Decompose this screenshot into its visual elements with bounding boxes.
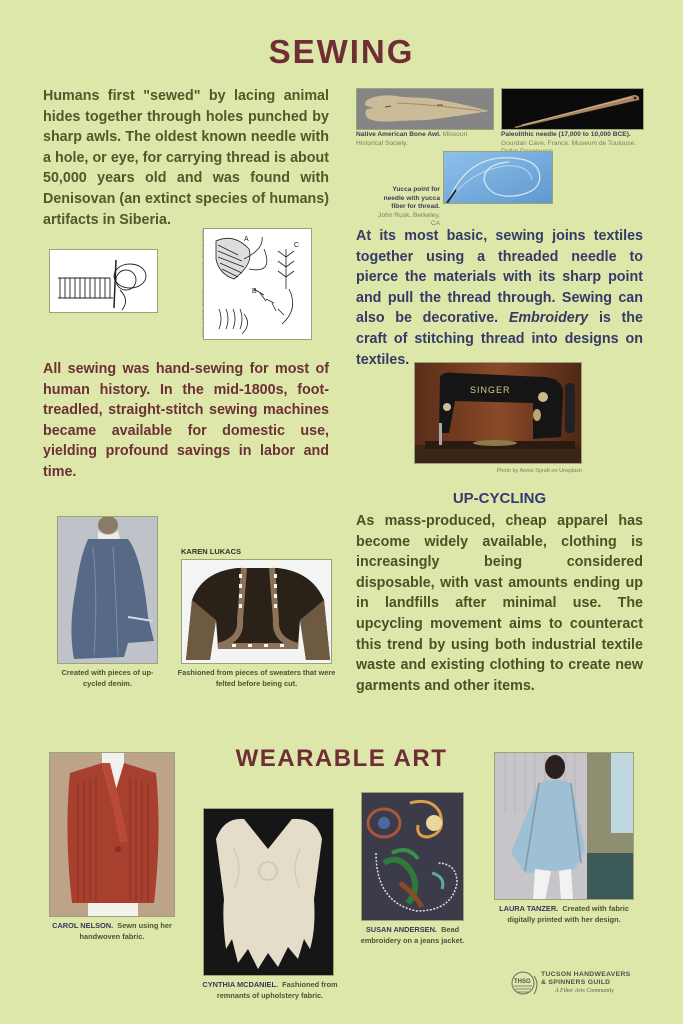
paleolithic-needle-caption-title: Paleolithic needle (17,000 to 10,000 BCE).	[501, 131, 631, 138]
embroidery-stitch-diagram	[203, 228, 312, 340]
susan-andersen-embroidery-photo	[361, 792, 464, 921]
guild-logo-mark: THSG	[514, 979, 531, 985]
bone-awl-caption	[356, 131, 496, 148]
upcycling-heading: UP-CYCLING	[452, 490, 547, 507]
bead-embroidery-image	[362, 793, 464, 921]
diagram-label-a: A	[244, 236, 249, 243]
basics-text-after: is the craft of stitching thread into designs on textiles.	[356, 310, 643, 368]
basics-text-before: At its most basic, sewing joins textiles together using a threaded needle to pierce the materials with its sharp point and pull the thread through. Sewing can also be decorative.	[356, 228, 643, 327]
cynthia-mcdaniel-name: CYNTHIA MCDANIEL.	[202, 980, 279, 989]
wearable-art-heading: WEARABLE ART	[235, 745, 448, 772]
laura-tanzer-caption	[488, 904, 640, 925]
guild-logo-icon	[510, 970, 540, 996]
machine-photo-credit: Photo by Annie Spratt on Unsplash	[496, 468, 582, 474]
blanket-stitch-drawing	[50, 250, 157, 312]
guild-name-line2: & SPINNERS GUILD	[541, 979, 611, 987]
sewing-machine-photo	[414, 362, 582, 464]
upcycling-paragraph: As mass-produced, cheap apparel has become widely available, clothing is increasingly being considered disposable, with vast amounts ending up in landfills after minimal use. The upcycling movement aims to counteract this trend by using both industrial textile waste and existing clothing to create new garments and other items.	[356, 513, 643, 694]
page-title: SEWING	[268, 33, 415, 70]
intro-paragraph: Humans first "sewed" by lacing animal hides together through holes punched by sharp awls. The oldest known needle with a hole, or eye, for carrying thread is about 50,000 years old and was found with Denisovan (an extinct species of humans) artifacts in Siberia.	[43, 88, 329, 228]
bone-awl-caption-title: Native American Bone Awl.	[356, 131, 441, 138]
carol-nelson-vest-photo	[49, 752, 175, 917]
yucca-needle-image	[444, 152, 553, 204]
laura-tanzer-description: Created with fabric digitally printed with her design.	[507, 904, 629, 924]
denim-jacket-photo	[57, 516, 158, 664]
cynthia-mcdaniel-description: Fashioned from remnants of upholstery fabric.	[216, 980, 338, 1000]
felted-sweater-photo	[181, 559, 332, 664]
diagram-label-c: C	[294, 242, 300, 249]
bone-awl-image	[357, 89, 494, 130]
bone-awl-photo	[356, 88, 494, 130]
laura-tanzer-wrap-photo	[494, 752, 634, 900]
red-vest-image	[50, 753, 175, 917]
diagram-label-b: B	[252, 288, 257, 295]
bone-awl-caption-credit: Missouri Historical Society.	[356, 131, 468, 147]
singer-machine-image	[415, 363, 582, 464]
history-paragraph: All sewing was hand-sewing for most of human history. In the mid-1800s, foot-treadled, straight-stitch sewing machines became available for domestic use, yielding profound savings in labor and time.	[43, 361, 329, 480]
yucca-needle-caption-title: Yucca point for needle with yucca fiber for thread.	[383, 186, 440, 210]
paleolithic-needle-photo	[501, 88, 644, 130]
susan-andersen-name: SUSAN ANDERSEN.	[365, 925, 437, 934]
carol-nelson-name: CAROL NELSON.	[52, 921, 114, 930]
guild-name-line1: TUCSON HANDWEAVERS	[541, 971, 631, 978]
cynthia-mcdaniel-top-photo	[203, 808, 334, 976]
felted-sweater-caption: Fashioned from pieces of sweaters that were felted before being cut.	[177, 668, 336, 688]
blanket-stitch-diagram	[49, 249, 158, 313]
cynthia-mcdaniel-caption	[200, 980, 340, 1001]
upholstery-top-image	[204, 809, 334, 976]
yucca-needle-caption	[370, 186, 440, 229]
embroidery-stitch-drawing	[204, 229, 311, 339]
carol-nelson-caption	[43, 921, 181, 942]
felted-sweater-image	[182, 560, 332, 664]
carol-nelson-description: Sewn using her handwoven fabric.	[79, 921, 172, 941]
embroidery-emphasis: Embroidery	[508, 310, 589, 327]
paleolithic-needle-caption-credit: Gourdan Cave, France. Museum de Toulouse.	[501, 139, 637, 147]
yucca-needle-caption-credit: John Rusk, Berkeley, CA	[378, 211, 440, 227]
denim-jacket-image	[58, 517, 158, 664]
printed-fabric-image	[495, 753, 634, 900]
yucca-needle-photo	[443, 151, 553, 204]
paleolithic-needle-image	[502, 89, 644, 130]
susan-andersen-caption	[355, 925, 470, 946]
denim-jacket-caption: Created with pieces of up-cycled denim.	[61, 668, 154, 688]
basics-paragraph	[356, 226, 643, 370]
upcycling-artist-name: KAREN LUKACS	[181, 547, 241, 556]
laura-tanzer-name: LAURA TANZER.	[499, 904, 559, 913]
guild-tagline: A Fiber Arts Community	[555, 988, 614, 995]
guild-name	[541, 971, 630, 996]
susan-andersen-description: Bead embroidery on a jeans jacket.	[360, 925, 465, 945]
singer-brand-text: SINGER	[470, 385, 511, 395]
